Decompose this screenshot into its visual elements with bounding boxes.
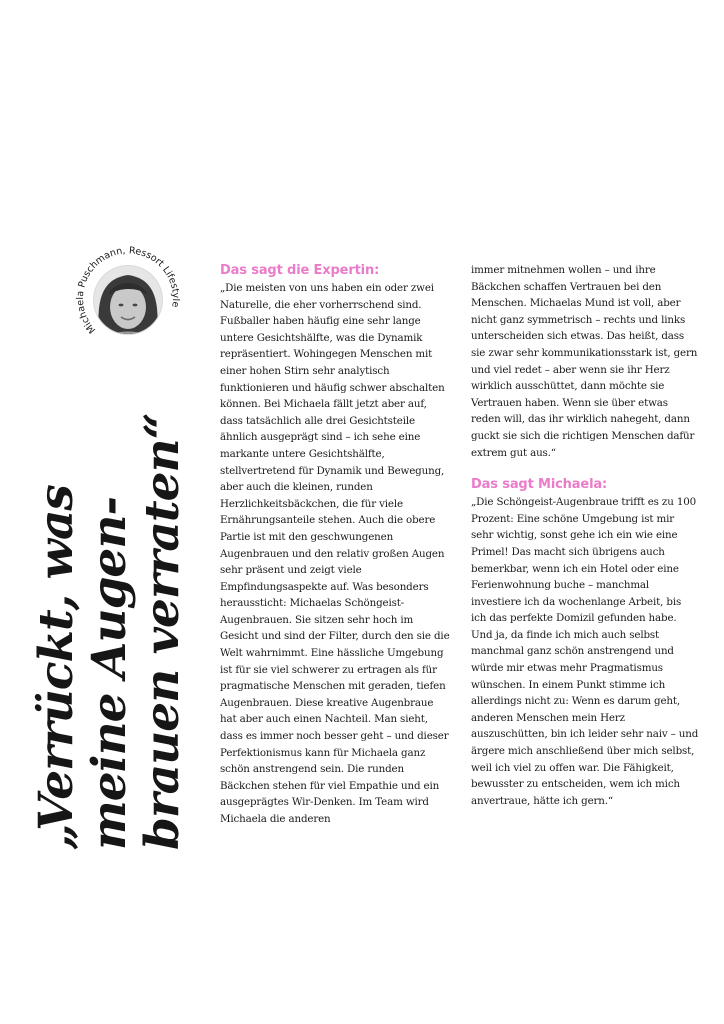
headline — [24, 350, 200, 850]
article-column-1 — [220, 262, 450, 828]
author-credit: Michaela Puschmann, Ressort Lifestyle — [74, 245, 182, 336]
headline-container — [24, 350, 194, 850]
expert-heading: Das sagt die Expertin: — [220, 263, 380, 278]
michaela-heading: Das sagt Michaela: — [471, 477, 608, 493]
headline-line-3: brauen verraten“ — [135, 413, 190, 850]
author-portrait-svg — [63, 235, 193, 365]
michaela-body: „Die Schöngeist-Augenbraue trifft es zu 100 Prozent: Eine schöne Umgebung ist mir sehr wichtig, sonst gehe ich ein wie eine Primel! Das macht sich übrigens auch bemerkbar, wenn ich ein Hotel oder eine Ferienwohnung buche – manchmal investiere ich da wochenlange Arbeit, bis ich das perfekte Domizil gefunden habe. Und ja, da finde ich mich auch selbst manchmal ganz schön anstrengend und würde mir etwas mehr Pragmatismus wünschen. In einem Punkt stimme ich allerdings nicht zu: Wenn es darum geht, anderen Menschen mein Herz auszuschütten, bin ich leider sehr naiv – und ärgere mich anschließend über mich selbst, weil ich viel zu offen war. Die Fähigkeit, bewusster zu entscheiden, wem ich mich anvertraue, hätte ich gern.“ — [471, 496, 699, 807]
headline-line-2: meine Augen- — [82, 496, 137, 850]
expert-body-part-1: „Die meisten von uns haben ein oder zwei Naturelle, die eher vorherrschend sind. Fußballer haben häufig eine sehr lange untere Gesichtshälfte, was die Dynamik repräsentiert. Wohingegen Menschen mit einer hohen Stirn sehr analytisch funktionieren und häufig schwer abschalten können. Bei Michaela fällt jetzt aber auf, dass tatsächlich alle drei Gesichtsteile ähnlich ausgeprägt sind – ich sehe eine markante untere Gesichtshälfte, stellvertretend für Dynamik und Bewegung, aber auch die kleinen, runden Herzlichkeitsbäckchen, die für viele Ernährungsanteile stehen. Auch die obere Partie ist mit den geschwungenen Augenbrauen und den relativ großen Augen sehr präsent und zeigt viele Empfindungsaspekte auf. Was besonders heraussticht: Michaelas Schöngeist-Augenbrauen. Sie sitzen sehr hoch im Gesicht und sind der Filter, durch den sie die Welt wahrnimmt. Eine hässliche Umgebung ist für sie viel schwerer zu ertragen als für pragmatische Menschen mit geraden, tiefen Augenbrauen. Diese kreative Augenbraue hat aber auch einen Nachteil. Man sieht, dass es immer noch besser geht – und dieser Perfektionismus kann für Michaela ganz schön anstrengend sein. Die runden Bäckchen stehen für viel Empathie und ein ausgeprägtes Wir-Denken. Im Team wird Michaela die anderen — [220, 282, 450, 825]
author-badge — [63, 235, 193, 365]
expert-body-part-2: immer mitnehmen wollen – und ihre Bäckchen schaffen Vertrauen bei den Menschen. Michaelas Mund ist voll, aber nicht ganz symmetrisch – rechts und links unterscheiden sich etwas. Das heißt, dass sie zwar sehr kommunikationsstark ist, gern und viel redet – aber wenn sie ihr Herz wirklich ausschüttet, dann möchte sie Vertrauen haben. Wenn sie über etwas reden will, das ihr wirklich nahegeht, dann guckt sie sich die richtigen Menschen dafür extrem gut aus.“ — [471, 264, 698, 459]
headline-line-1: „Verrückt, was — [29, 485, 84, 850]
article-column-2 — [471, 262, 699, 809]
